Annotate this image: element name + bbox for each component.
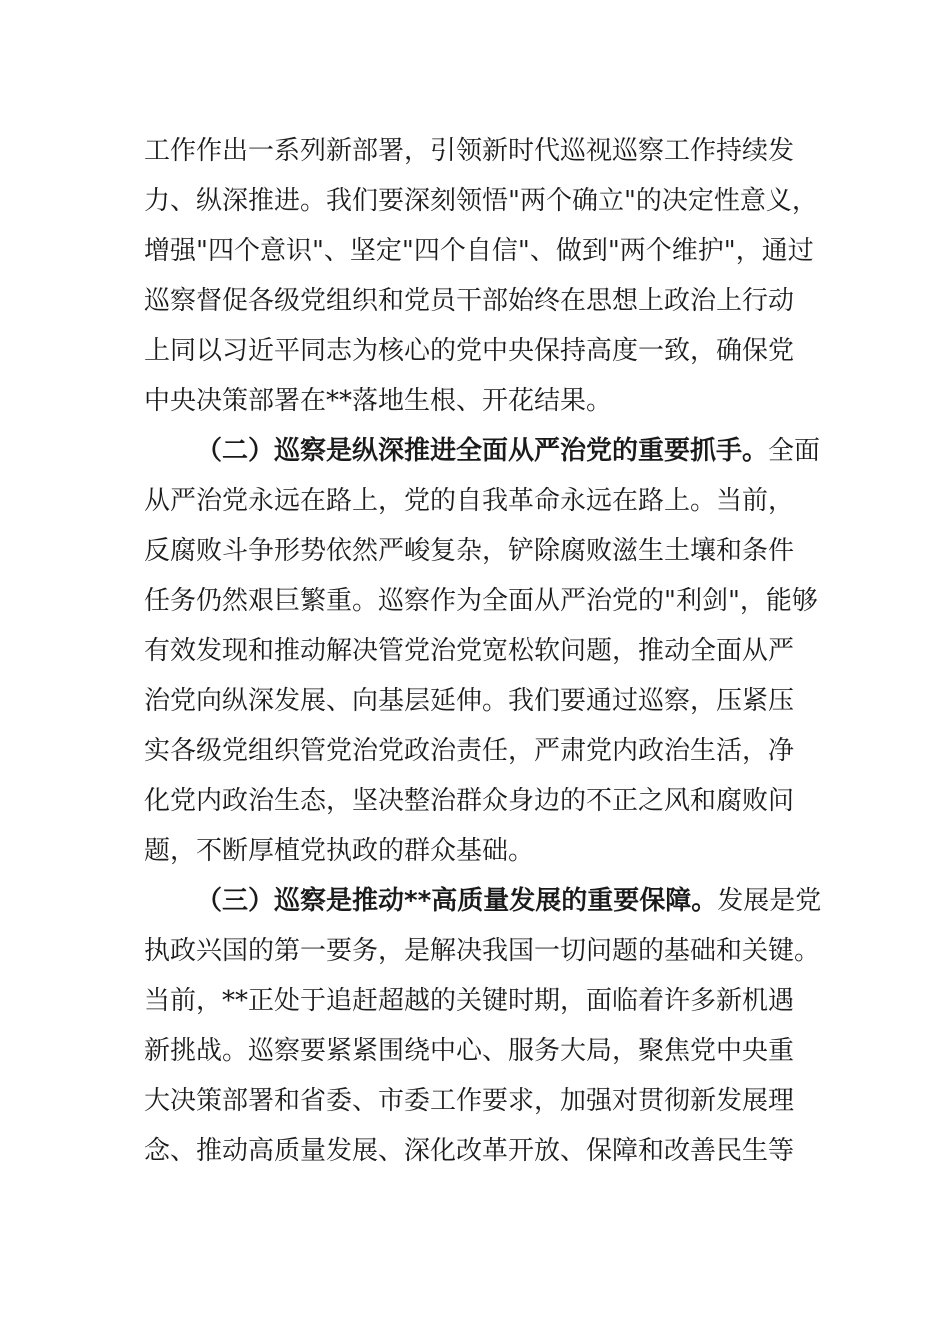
paragraph-line: 大决策部署和省委、市委工作要求，加强对贯彻新发展理 bbox=[144, 1086, 795, 1116]
paragraph-first-line bbox=[144, 876, 822, 926]
paragraph-line: 有效发现和推动解决管党治党宽松软问题，推动全面从严 bbox=[144, 636, 795, 666]
paragraph-3 bbox=[144, 876, 822, 1176]
paragraph-line: 当前，**正处于追赶超越的关键时期，面临着许多新机遇 bbox=[144, 986, 795, 1016]
section-heading: （三）巡察是推动**高质量发展的重要保障。 bbox=[196, 886, 718, 916]
paragraph-2 bbox=[144, 426, 821, 876]
paragraph-line: 新挑战。巡察要紧紧围绕中心、服务大局，聚焦党中央重 bbox=[144, 1036, 795, 1066]
paragraph-line: 力、纵深推进。我们要深刻领悟"两个确立"的决定性意义， bbox=[144, 186, 818, 216]
paragraph-text: 全面 bbox=[768, 436, 821, 466]
paragraph-line: 上同以习近平同志为核心的党中央保持高度一致，确保党 bbox=[144, 336, 795, 366]
paragraph-line: 念、推动高质量发展、深化改革开放、保障和改善民生等 bbox=[144, 1136, 795, 1166]
paragraph-line: 增强"四个意识"、坚定"四个自信"、做到"两个维护"，通过 bbox=[144, 236, 814, 266]
paragraph-line: 治党向纵深发展、向基层延伸。我们要通过巡察，压紧压 bbox=[144, 686, 795, 716]
paragraph-first-line bbox=[144, 426, 821, 476]
section-heading: （二）巡察是纵深推进全面从严治党的重要抓手。 bbox=[196, 436, 769, 466]
paragraph-line: 题，不断厚植党执政的群众基础。 bbox=[144, 836, 535, 866]
paragraph-line: 反腐败斗争形势依然严峻复杂，铲除腐败滋生土壤和条件 bbox=[144, 536, 795, 566]
document-body bbox=[144, 126, 822, 1176]
paragraph-text: 发展是党 bbox=[717, 886, 822, 916]
paragraph-line: 执政兴国的第一要务，是解决我国一切问题的基础和关键。 bbox=[144, 936, 821, 966]
paragraph-line: 中央决策部署在**落地生根、开花结果。 bbox=[144, 386, 613, 416]
paragraph-line: 任务仍然艰巨繁重。巡察作为全面从严治党的"利剑"，能够 bbox=[144, 586, 818, 616]
paragraph-1 bbox=[144, 126, 818, 426]
paragraph-line: 巡察督促各级党组织和党员干部始终在思想上政治上行动 bbox=[144, 286, 795, 316]
paragraph-line: 实各级党组织管党治党政治责任，严肃党内政治生活，净 bbox=[144, 736, 795, 766]
paragraph-line: 化党内政治生态，坚决整治群众身边的不正之风和腐败问 bbox=[144, 786, 795, 816]
paragraph-line: 从严治党永远在路上，党的自我革命永远在路上。当前， bbox=[144, 486, 795, 516]
paragraph-line: 工作作出一系列新部署，引领新时代巡视巡察工作持续发 bbox=[144, 136, 795, 166]
